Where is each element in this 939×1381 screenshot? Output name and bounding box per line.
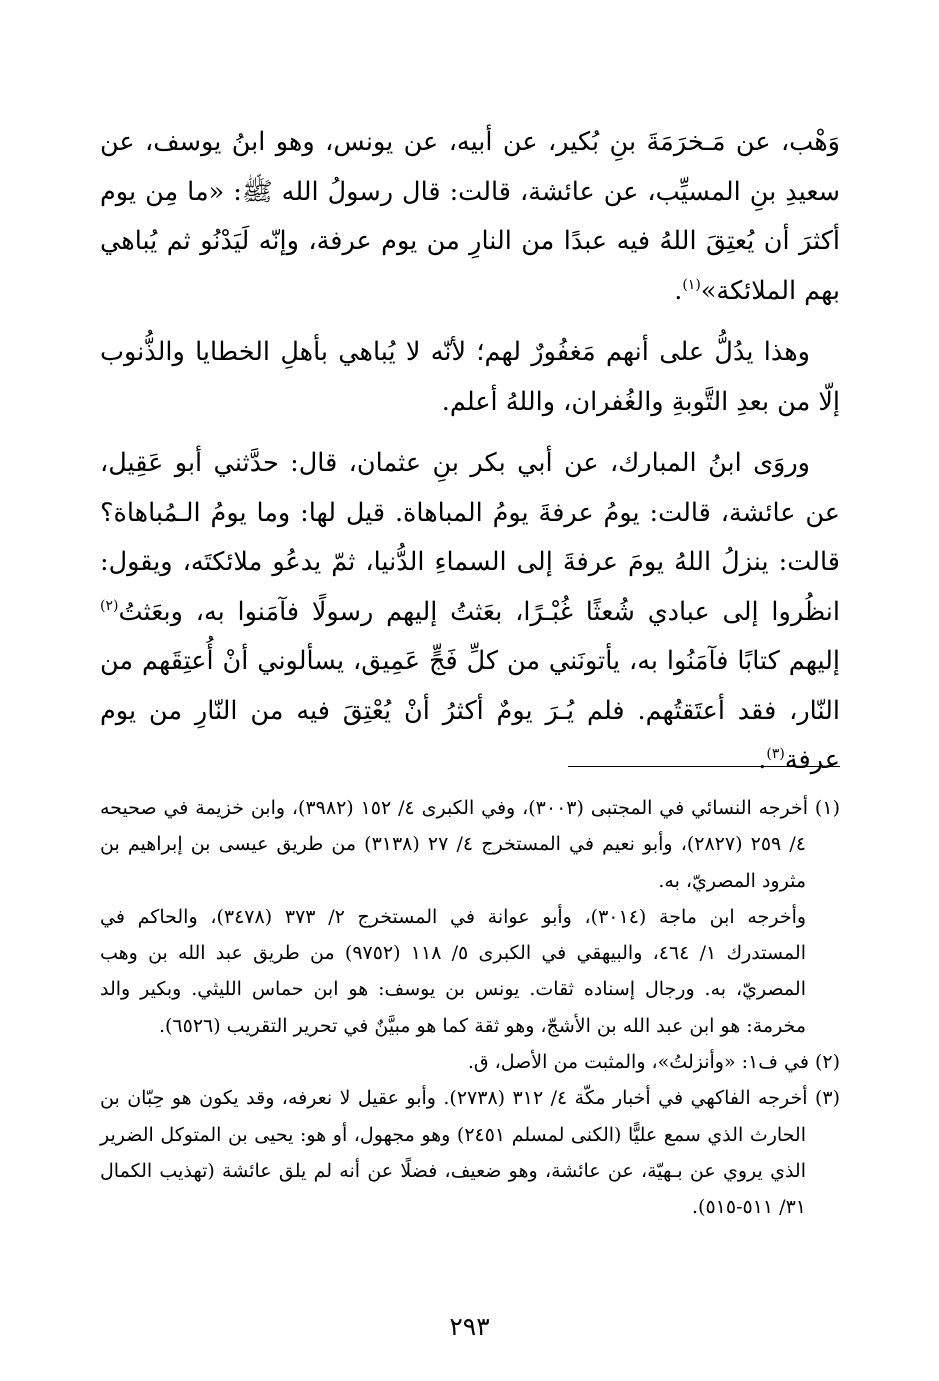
footnote-1: (١) أخرجه النسائي في المجتبى (٣٠٠٣)، وفي الكبرى ٤/ ١٥٢ (٣٩٨٢)، وابن خزيمة في صحيحه ٤/ ٢٥٩ (٢٨٢٧)، وأبو نعيم في المستخرج ٤/ ٢٧ (٣١٣٨) من طريق عيسى بن إبراهيم بن مثرود المصريّ، به. bbox=[100, 797, 840, 892]
paragraph-2: وهذا يدُلُّ على أنهم مَغفُورٌ لهم؛ لأنّه لا يُباهي بأهلِ الخطايا والذُّنوب إلّا من بعدِ التَّوبةِ والغُفران، واللهُ أعلم. bbox=[100, 337, 840, 417]
page-number: ٢٩٣ bbox=[449, 1312, 490, 1341]
paragraph-3 bbox=[100, 439, 840, 786]
footnotes bbox=[100, 790, 840, 1226]
paragraph-1-end: . bbox=[674, 275, 683, 306]
footnote-1-continued: وأخرجه ابن ماجة (٣٠١٤)، وأبو عوانة في المستخرج ٢/ ٣٧٣ (٣٤٧٨)، والحاكم في المستدرك ١/ ٤٦٤، والبيهقي في الكبرى ٥/ ١١٨ (٩٧٥٢) من طريق عبد الله بن وهب المصريّ، به. ورجال إسناده ثقات. يونس بن يوسف: هو ابن حماس الليثي. وبكير والد مخرمة: هو ابن عبد الله بن الأشجّ، وهو ثقة كما هو مبيَّنٌ في تحرير التقريب (٦٥٢٦). bbox=[100, 905, 807, 1037]
paragraph-3-text-b: إليهم كتابًا فآمَنُوا به، يأتونَني من كلِّ فَجٍّ عَمِيق، يسألوني أنْ أُعتِقَهم من النّار، فقد أعتَقتُهم. فلم يُـرَ يومٌ أكثرُ أنْ يُعْتِقَ فيه من النّارِ من يوم عرفة bbox=[100, 646, 840, 775]
footnote-2: (٢) في ف١: «وأنزلتُ»، والمثبت من الأصل، ق. bbox=[467, 1051, 840, 1074]
main-text bbox=[100, 118, 840, 798]
footnote-ref-1: (١) bbox=[682, 276, 701, 293]
footnote-separator bbox=[568, 766, 840, 767]
footnote-ref-2: (٢) bbox=[100, 597, 119, 614]
paragraph-1-text: وَهْب، عن مَـخرَمَةَ بنِ بُكير، عن أبيه، عن يونس، وهو ابنُ يوسف، عن سعيدِ بنِ المسيِّب، عن عائشة، قالت: قال رسولُ الله ﷺ: «ما مِن يوم أكثرَ أن يُعتِقَ اللهُ فيه عبدًا من النارِ من يوم عرفة، وإنّه لَيَدْنُو ثم يُباهي بهم الملائكة» bbox=[100, 127, 840, 306]
footnote-ref-3: (٣) bbox=[766, 746, 785, 762]
paragraph-1 bbox=[100, 118, 840, 316]
paragraph-3-end: . bbox=[758, 745, 767, 775]
paragraph-3-text-a: وروَى ابنُ المبارك، عن أبي بكر بنِ عثمان، قال: حدَّثني أبو عَقِيل، عن عائشة، قالت: يومُ عرفةَ يومُ المباهاة. قيل لها: وما يومُ الـمُباهاة؟ قالت: ينزلُ اللهُ يومَ عرفةَ إلى السماءِ الدُّنيا، ثمّ يدعُو ملائكتَه، ويقول: انظُروا إلى عبادي شُعثًا غُبْـرًا، بعَثتُ إليهم رسولًا فآمَنوا به، وبعَثتُ bbox=[100, 448, 840, 627]
footnote-3: (٣) أخرجه الفاكهي في أخبار مكّة ٤/ ٣١٢ (٢٧٣٨). وأبو عقيل لا نعرفه، وقد يكون هو حِبّان بن الحارث الذي سمع عليًّا (الكنى لمسلم ٢٤٥١) وهو مجهول، أو هو: يحيى بن المتوكل الضرير الذي يروي عن بـهيّة، عن عائشة، وهو ضعيف، فضلًا عن أنه لم يلق عائشة (تهذيب الكمال ٣١/ ٥١١-٥١٥). bbox=[100, 1087, 840, 1219]
